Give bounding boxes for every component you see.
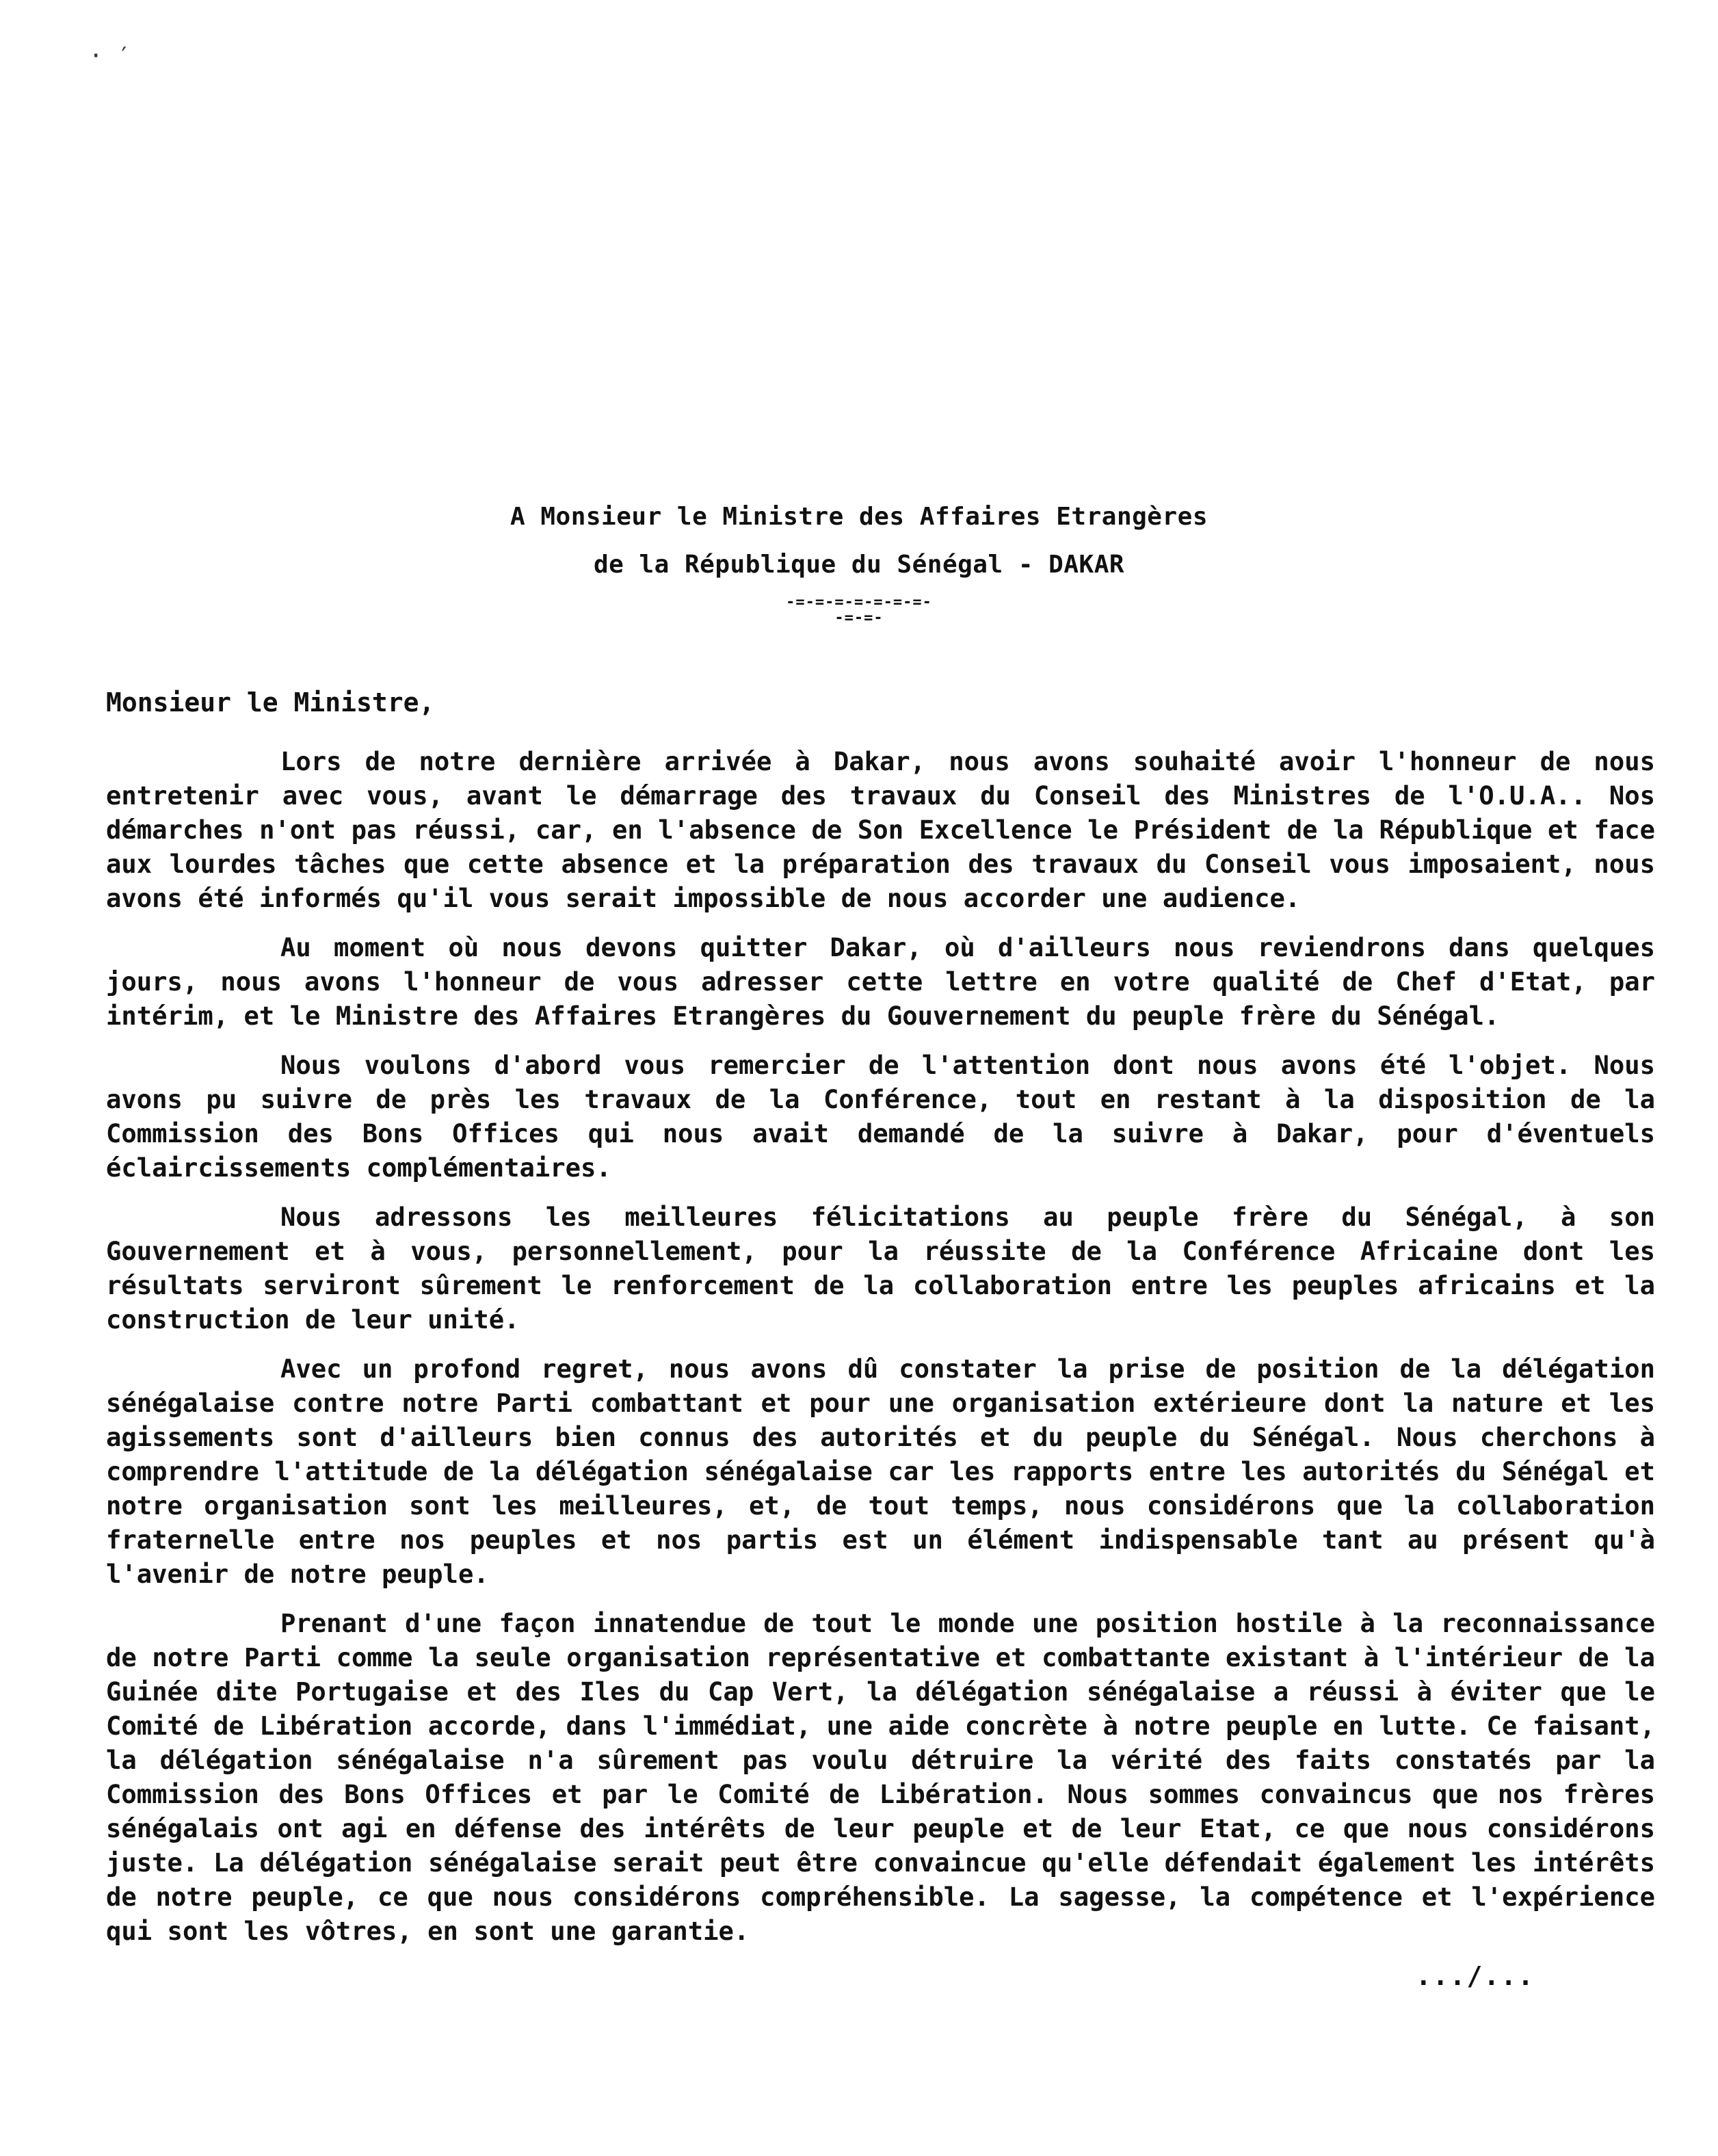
paragraph-1: Lors de notre dernière arrivée à Dakar, nous avons souhaité avoir l'honneur de nous entretenir avec vous, avant le démarrage des travaux du Conseil des Ministres de l'O.U.A.. Nos démarches n'ont pas réussi, car, en l'absence de Son Excellence le Président de la République et face aux lourdes tâches que cette absence et la préparation des travaux du Conseil vous imposaient, nous avons été informés qu'il vous serait impossible de nous accorder une audience. [106, 746, 1655, 913]
page-speck-mark: · ′ [89, 42, 131, 70]
salutation: Monsieur le Ministre, [106, 687, 435, 718]
paragraph-4: Nous adressons les meilleures félicitations au peuple frère du Sénégal, à son Gouvernement et à vous, personnellement, pour la réussite de la Conférence Africaine dont les résultats serviront sûrement le renforcement de la collaboration entre les peuples africains et la construction de leur unité. [106, 1202, 1655, 1335]
paragraph-2: Au moment où nous devons quitter Dakar, où d'ailleurs nous reviendrons dans quelques jours, nous avons l'honneur de vous adresser cette lettre en votre qualité de Chef d'Etat, par intérim, et le Ministre des Affaires Etrangères du Gouvernement du peuple frère du Sénégal. [106, 932, 1655, 1031]
paragraph-3: Nous voulons d'abord vous remercier de l'attention dont nous avons été l'objet. Nous avons pu suivre de près les travaux de la Conférence, tout en restant à la disposition de la Commission des Bons Offices qui nous avait demandé de la suivre à Dakar, pour d'éventuels éclaircissements complémentaires. [106, 1050, 1655, 1183]
paragraph-5: Avec un profond regret, nous avons dû constater la prise de position de la délégation sénégalaise contre notre Parti combattant et pour une organisation extérieure dont la nature et les agissements sont d'ailleurs bien connus des autorités et du peuple du Sénégal. Nous cherchons à comprendre l'attitude de la délégation sénégalaise car les rapports entre les autorités du Sénégal et notre organisation sont les meilleures, et, de tout temps, nous considérons que la collaboration fraternelle entre nos peuples et nos partis est un élément indispensable tant au présent qu'à l'avenir de notre peuple. [106, 1354, 1655, 1589]
address-line-1: A Monsieur le Ministre des Affaires Etrangères [510, 503, 1208, 531]
address-underline-rule-short: -=-=- [834, 609, 884, 627]
letter-body [106, 744, 1655, 1963]
address-line-2: de la République du Sénégal - DAKAR [593, 551, 1125, 579]
continuation-mark: .../... [1415, 1961, 1535, 1991]
paragraph-6: Prenant d'une façon innatendue de tout le monde une position hostile à la reconnaissance de notre Parti comme la seule organisation représentative et combattante existant à l'intérieur de la Guinée dite Portugaise et des Iles du Cap Vert, la délégation sénégalaise a réussi à éviter que le Comité de Libération accorde, dans l'immédiat, une aide concrète à notre peuple en lutte. Ce faisant, la délégation sénégalaise n'a sûrement pas voulu détruire la vérité des faits constatés par la Commission des Bons Offices et par le Comité de Libération. Nous sommes convaincus que nos frères sénégalais ont agi en défense des intérêts de leur peuple et de leur Etat, ce que nous considérons juste. La délégation sénégalaise serait peut être convaincue qu'elle défendait également les intérêts de notre peuple, ce que nous considérons compréhensible. La sagesse, la compétence et l'expérience qui sont les vôtres, en sont une garantie. [106, 1608, 1655, 1946]
address-underline-rule: -=-=-=-=-=-=-=- [786, 594, 932, 611]
